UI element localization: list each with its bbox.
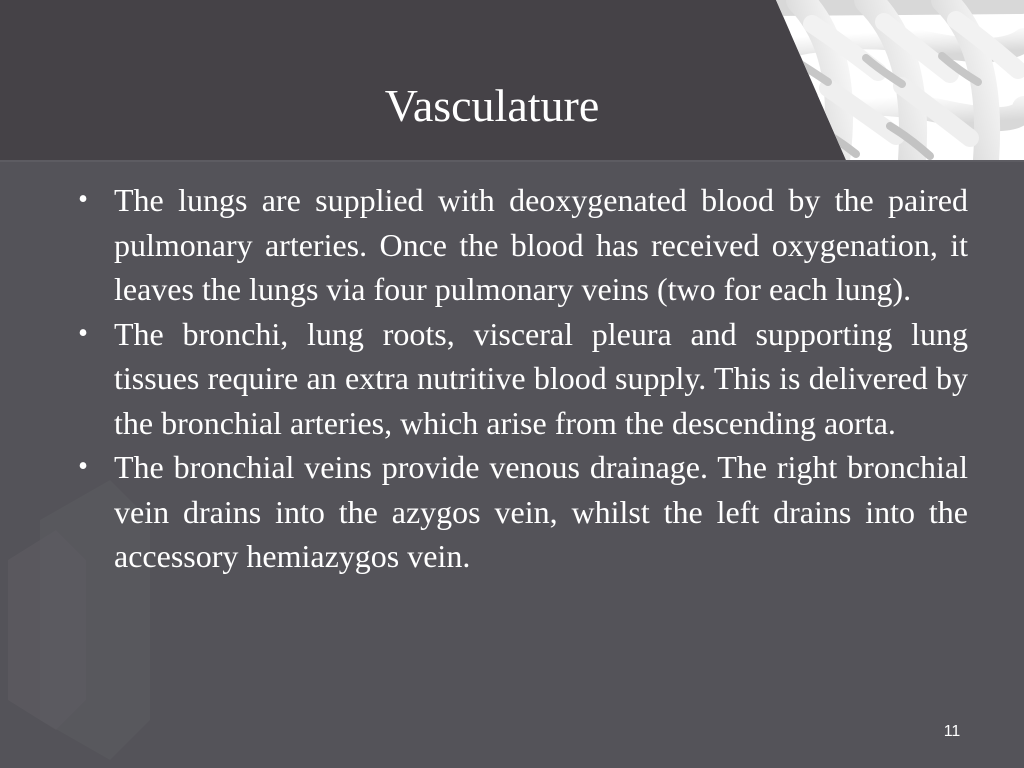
bullet-text-2: The bronchi, lung roots, visceral pleura and supporting lung tissues require an extra nutritive blood supply. This is delivered by the bronchial arteries, which arise from the descending aorta. <box>114 315 968 441</box>
bullet-item-3 <box>72 445 968 579</box>
title-divider <box>0 160 1024 162</box>
bullet-text-1: The lungs are supplied with deoxygenated blood by the paired pulmonary arteries. Once the blood has received oxygenation, it leaves the lungs via four pulmonary veins (two for each lung). <box>114 182 968 307</box>
bullet-icon: • <box>78 184 88 215</box>
bullet-item-2 <box>72 312 968 446</box>
bullet-icon: • <box>78 317 88 349</box>
bullet-icon: • <box>78 451 88 482</box>
bullet-list <box>72 178 968 579</box>
bullet-item-1 <box>72 178 968 312</box>
page-number: 11 <box>943 723 961 740</box>
slide-title: Vasculature <box>384 80 600 131</box>
title-banner <box>0 0 1024 160</box>
bullet-text-3: The bronchial veins provide venous drainage. The right bronchial vein drains into the azygos vein, whilst the left drains into the accessory hemiazygos vein. <box>114 449 968 574</box>
